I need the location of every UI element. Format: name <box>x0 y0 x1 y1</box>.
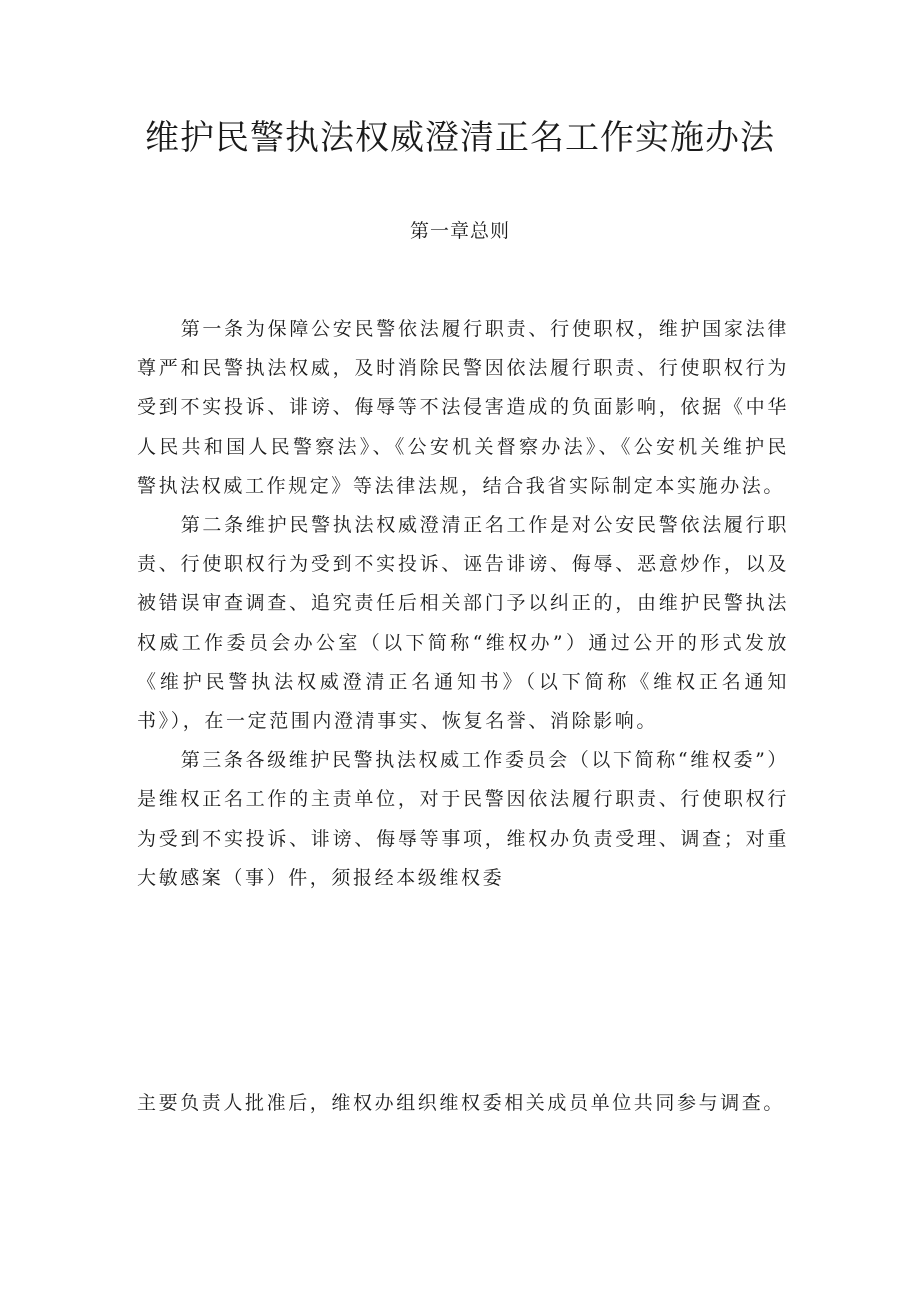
continuation-paragraph: 主要负责人批准后，维权办组织维权委相关成员单位共同参与调查。 <box>137 1092 786 1114</box>
chapter-heading: 第一章总则 <box>409 220 510 242</box>
article-1: 第一条为保障公安民警依法履行职责、行使职权，维护国家法律尊严和民警执法权威，及时消除民警因依法履行职责、行使职权行为受到不实投诉、诽谤、侮辱等不法侵害造成的负面影响，依据《中华人民共和国人民警察法》、《公安机关督察办法》、《公安机关维护民警执法权威工作规定》等法律法规，结合我省实际制定本实施办法。 <box>137 318 789 497</box>
article-2: 第二条维护民警执法权威澄清正名工作是对公安民警依法履行职责、行使职权行为受到不实投诉、诬告诽谤、侮辱、恶意炒作，以及被错误审查调查、追究责任后相关部门予以纠正的，由维护民警执法权威工作委员会办公室（以下简称“维权办”）通过公开的形式发放《维护民警执法权威澄清正名通知书》（以下简称《维权正名通知书》），在一定范围内澄清事实、恢复名誉、消除影响。 <box>137 514 789 733</box>
document-title: 维护民警执法权威澄清正名工作实施办法 <box>145 118 775 158</box>
article-3: 第三条各级维护民警执法权威工作委员会（以下简称“维权委”）是维权正名工作的主责单位，对于民警因依法履行职责、行使职权行为受到不实投诉、诽谤、侮辱等事项，维权办负责受理、调查；对重大敏感案（事）件，须报经本级维权委 <box>137 749 789 889</box>
document-body <box>137 310 789 898</box>
